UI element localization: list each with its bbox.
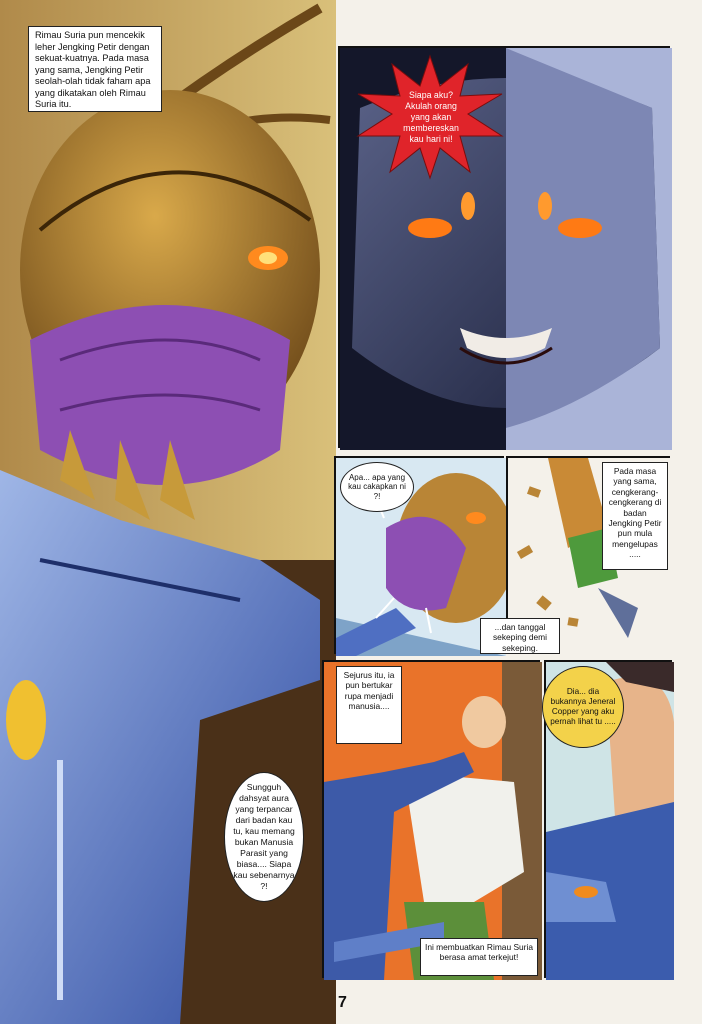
panel-4 [492, 456, 670, 654]
caption-p5-top: Sejurus itu, ia pun bertukar rupa menjadi manusia.... [336, 666, 402, 744]
caption-p5-bottom: Ini membuatkan Rimau Suria berasa amat terkejut! [420, 938, 538, 976]
page-number: 7 [338, 994, 347, 1011]
panel-3 [334, 456, 504, 654]
caption-p4-top: Pada masa yang sama, cengkerang-cengkerang di badan Jengking Petir pun mula mengelupas ..... [602, 462, 668, 570]
caption-p1: Rimau Suria pun mencekik leher Jengking Petir dengan sekuat-kuatnya. Pada masa yang sama, Jengking Petir seolah-olah tidak faham apa yang dikatakan oleh Rimau Suria itu. [28, 26, 162, 112]
speech-bubble-p6: Dia... dia bukannya Jeneral Copper yang aku pernah lihat tu ..... [542, 666, 624, 748]
speech-bubble-p1: Sungguh dahsyat aura yang terpancar dari badan kau tu, kau memang bukan Manusia Parasit yang biasa.... Siapa kau sebenarnya ?! [224, 772, 304, 902]
burst-text-p2: Siapa aku? Akulah orang yang akan membereskan kau hari ni! [403, 90, 459, 144]
panel-2 [338, 46, 670, 448]
panel-5 [322, 660, 540, 978]
caption-p4-bottom: ...dan tanggal sekeping demi sekeping. [480, 618, 560, 654]
panel-1 [0, 0, 336, 1024]
panel-6 [544, 660, 672, 978]
speech-bubble-p3: Apa... apa yang kau cakapkan ni ?! [340, 462, 414, 512]
